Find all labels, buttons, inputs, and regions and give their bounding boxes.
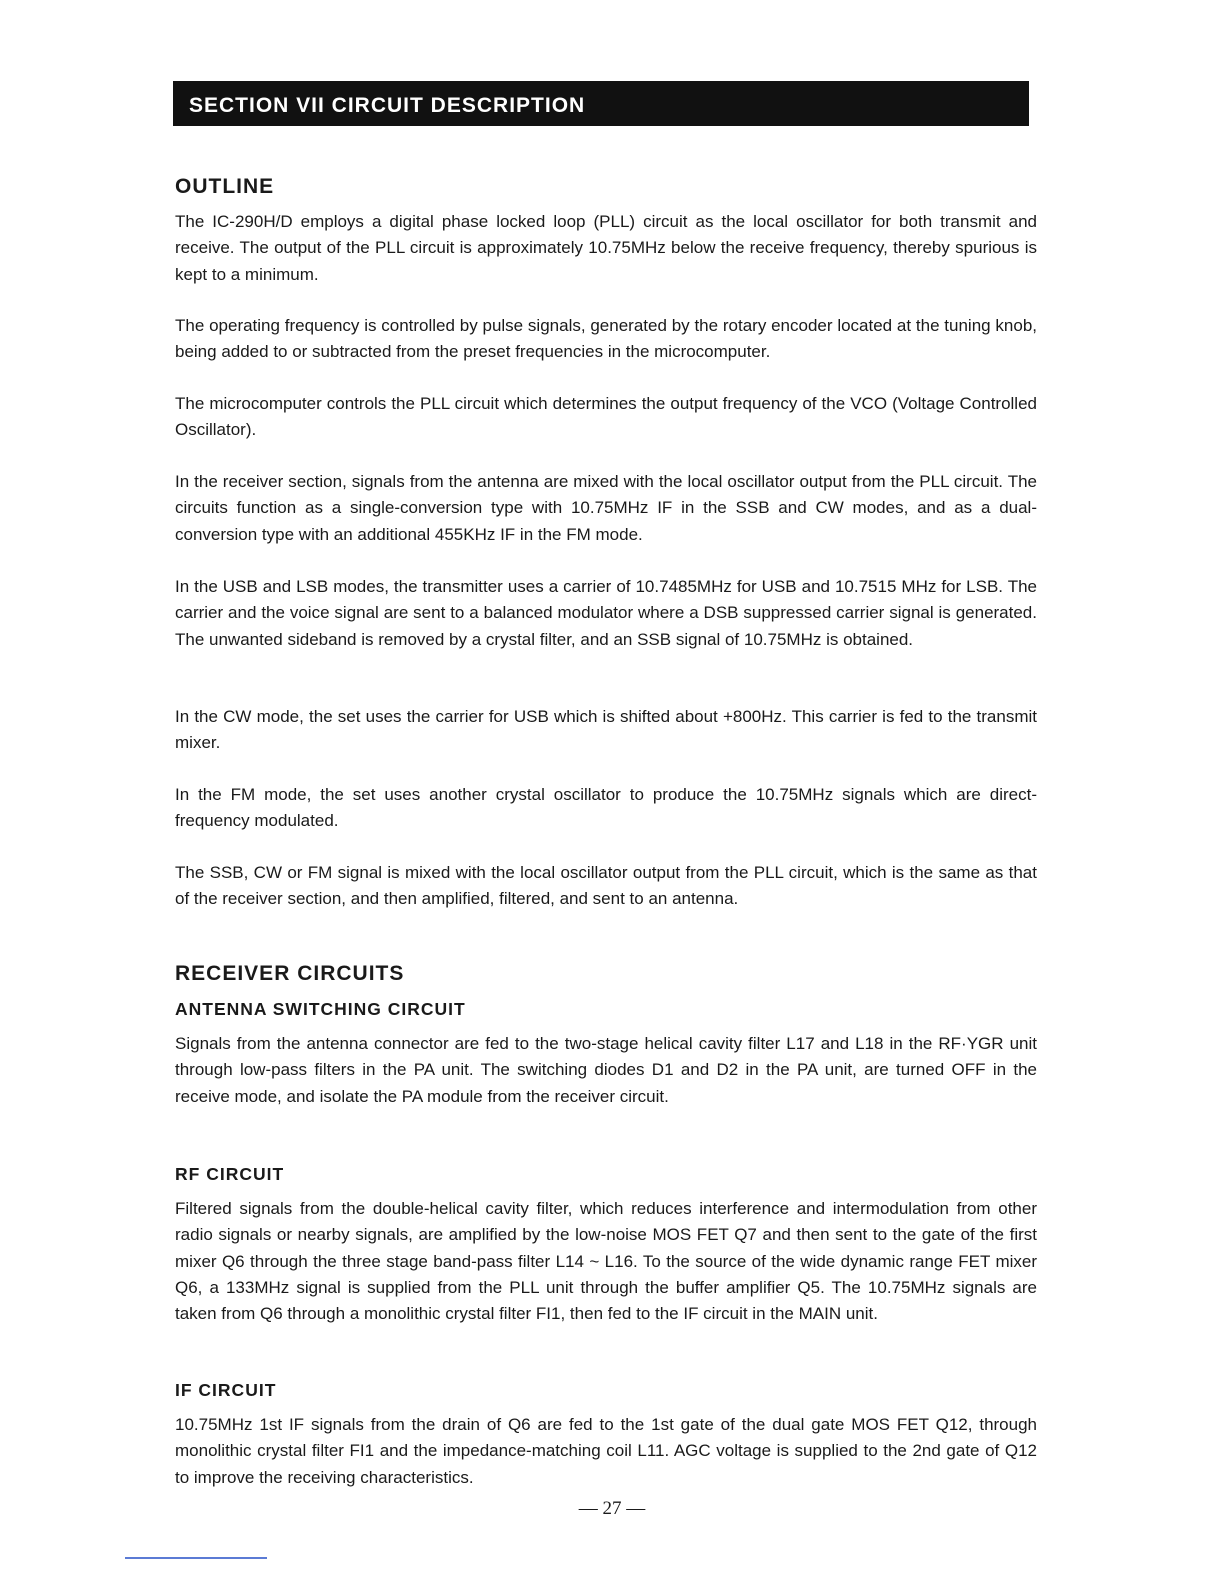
outline-paragraph-8 <box>175 860 1037 913</box>
receiver-heading-wrap <box>175 962 1037 986</box>
outline-paragraph-7 <box>175 782 1037 835</box>
rf-circuit-text: Filtered signals from the double-helical cavity filter, which reduces interference and intermodulation from other radio signals or nearby signals, are amplified by the low-noise MOS FET Q7 and then sent to the gate of the first mixer Q6 through the three stage band-pass filter L14 ~ L16. To the source of the wide dynamic range FET mixer Q6, a 133MHz signal is supplied from the PLL unit through the buffer amplifier Q5. The 10.75MHz signals are taken from Q6 through a monolithic crystal filter FI1, then fed to the IF circuit in the MAIN unit. <box>175 1199 1037 1324</box>
if-circuit-heading: IF CIRCUIT <box>175 1380 277 1400</box>
paragraph: In the USB and LSB modes, the transmitter uses a carrier of 10.7485MHz for USB and 10.7515 MHz for LSB. The carrier and the voice signal are sent to a balanced modulator where a DSB suppressed carrier signal is generated. The unwanted sideband is removed by a crystal filter, and an SSB signal of 10.75MHz is obtained. <box>175 577 1037 649</box>
receiver-circuits-heading: RECEIVER CIRCUITS <box>175 962 405 985</box>
rf-circuit-heading: RF CIRCUIT <box>175 1164 285 1184</box>
paragraph: The SSB, CW or FM signal is mixed with the local oscillator output from the PLL circuit, which is the same as that of the receiver section, and then amplified, filtered, and sent to an antenna. <box>175 863 1037 909</box>
antenna-switching-heading: ANTENNA SWITCHING CIRCUIT <box>175 999 466 1019</box>
antenna-switching-text: Signals from the antenna connector are fed to the two-stage helical cavity filter L17 and L18 in the RF·YGR unit through low-pass filters in the PA unit. The switching diodes D1 and D2 in the PA unit, are turned OFF in the receive mode, and isolate the PA module from the receiver circuit. <box>175 1034 1037 1106</box>
antenna-switching-heading-wrap <box>175 999 1037 1020</box>
outline-paragraph-6 <box>175 704 1037 757</box>
outline-paragraph-4 <box>175 469 1037 548</box>
if-circuit-text-wrap <box>175 1412 1037 1491</box>
paragraph: The IC-290H/D employs a digital phase locked loop (PLL) circuit as the local oscillator for both transmit and receive. The output of the PLL circuit is approximately 10.75MHz below the receive frequency, thereby spurious is kept to a minimum. <box>175 212 1037 284</box>
paragraph: In the FM mode, the set uses another crystal oscillator to produce the 10.75MHz signals which are direct-frequency modulated. <box>175 785 1037 831</box>
outline-paragraph-5 <box>175 574 1037 653</box>
rf-circuit-heading-wrap <box>175 1164 1037 1185</box>
if-circuit-heading-wrap <box>175 1380 1037 1401</box>
outline-paragraph-3 <box>175 391 1037 444</box>
antenna-switching-text-wrap <box>175 1031 1037 1110</box>
outline-paragraph-2 <box>175 313 1037 366</box>
paragraph: The operating frequency is controlled by pulse signals, generated by the rotary encoder located at the tuning knob, being added to or subtracted from the preset frequencies in the microcomputer. <box>175 316 1037 362</box>
rf-circuit-text-wrap <box>175 1196 1037 1327</box>
decorative-underline <box>125 1557 267 1559</box>
page-number: — 27 — <box>578 1498 646 1519</box>
paragraph: In the receiver section, signals from the antenna are mixed with the local oscillator output from the PLL circuit. The circuits function as a single-conversion type with 10.75MHz IF in the SSB and CW modes, and as a dual-conversion type with an additional 455KHz IF in the FM mode. <box>175 472 1037 544</box>
outline-heading-wrap <box>175 175 1037 199</box>
outline-paragraph-1 <box>175 209 1037 288</box>
outline-heading: OUTLINE <box>175 175 275 198</box>
paragraph: In the CW mode, the set uses the carrier for USB which is shifted about +800Hz. This carrier is fed to the transmit mixer. <box>175 707 1037 753</box>
if-circuit-text: 10.75MHz 1st IF signals from the drain of Q6 are fed to the 1st gate of the dual gate MOS FET Q12, through monolithic crystal filter FI1 and the impedance-matching coil L11. AGC voltage is supplied to the 2nd gate of Q12 to improve the receiving characteristics. <box>175 1415 1037 1487</box>
paragraph: The microcomputer controls the PLL circuit which determines the output frequency of the VCO (Voltage Controlled Oscillator). <box>175 394 1037 440</box>
section-banner: SECTION VII CIRCUIT DESCRIPTION <box>173 81 1029 126</box>
